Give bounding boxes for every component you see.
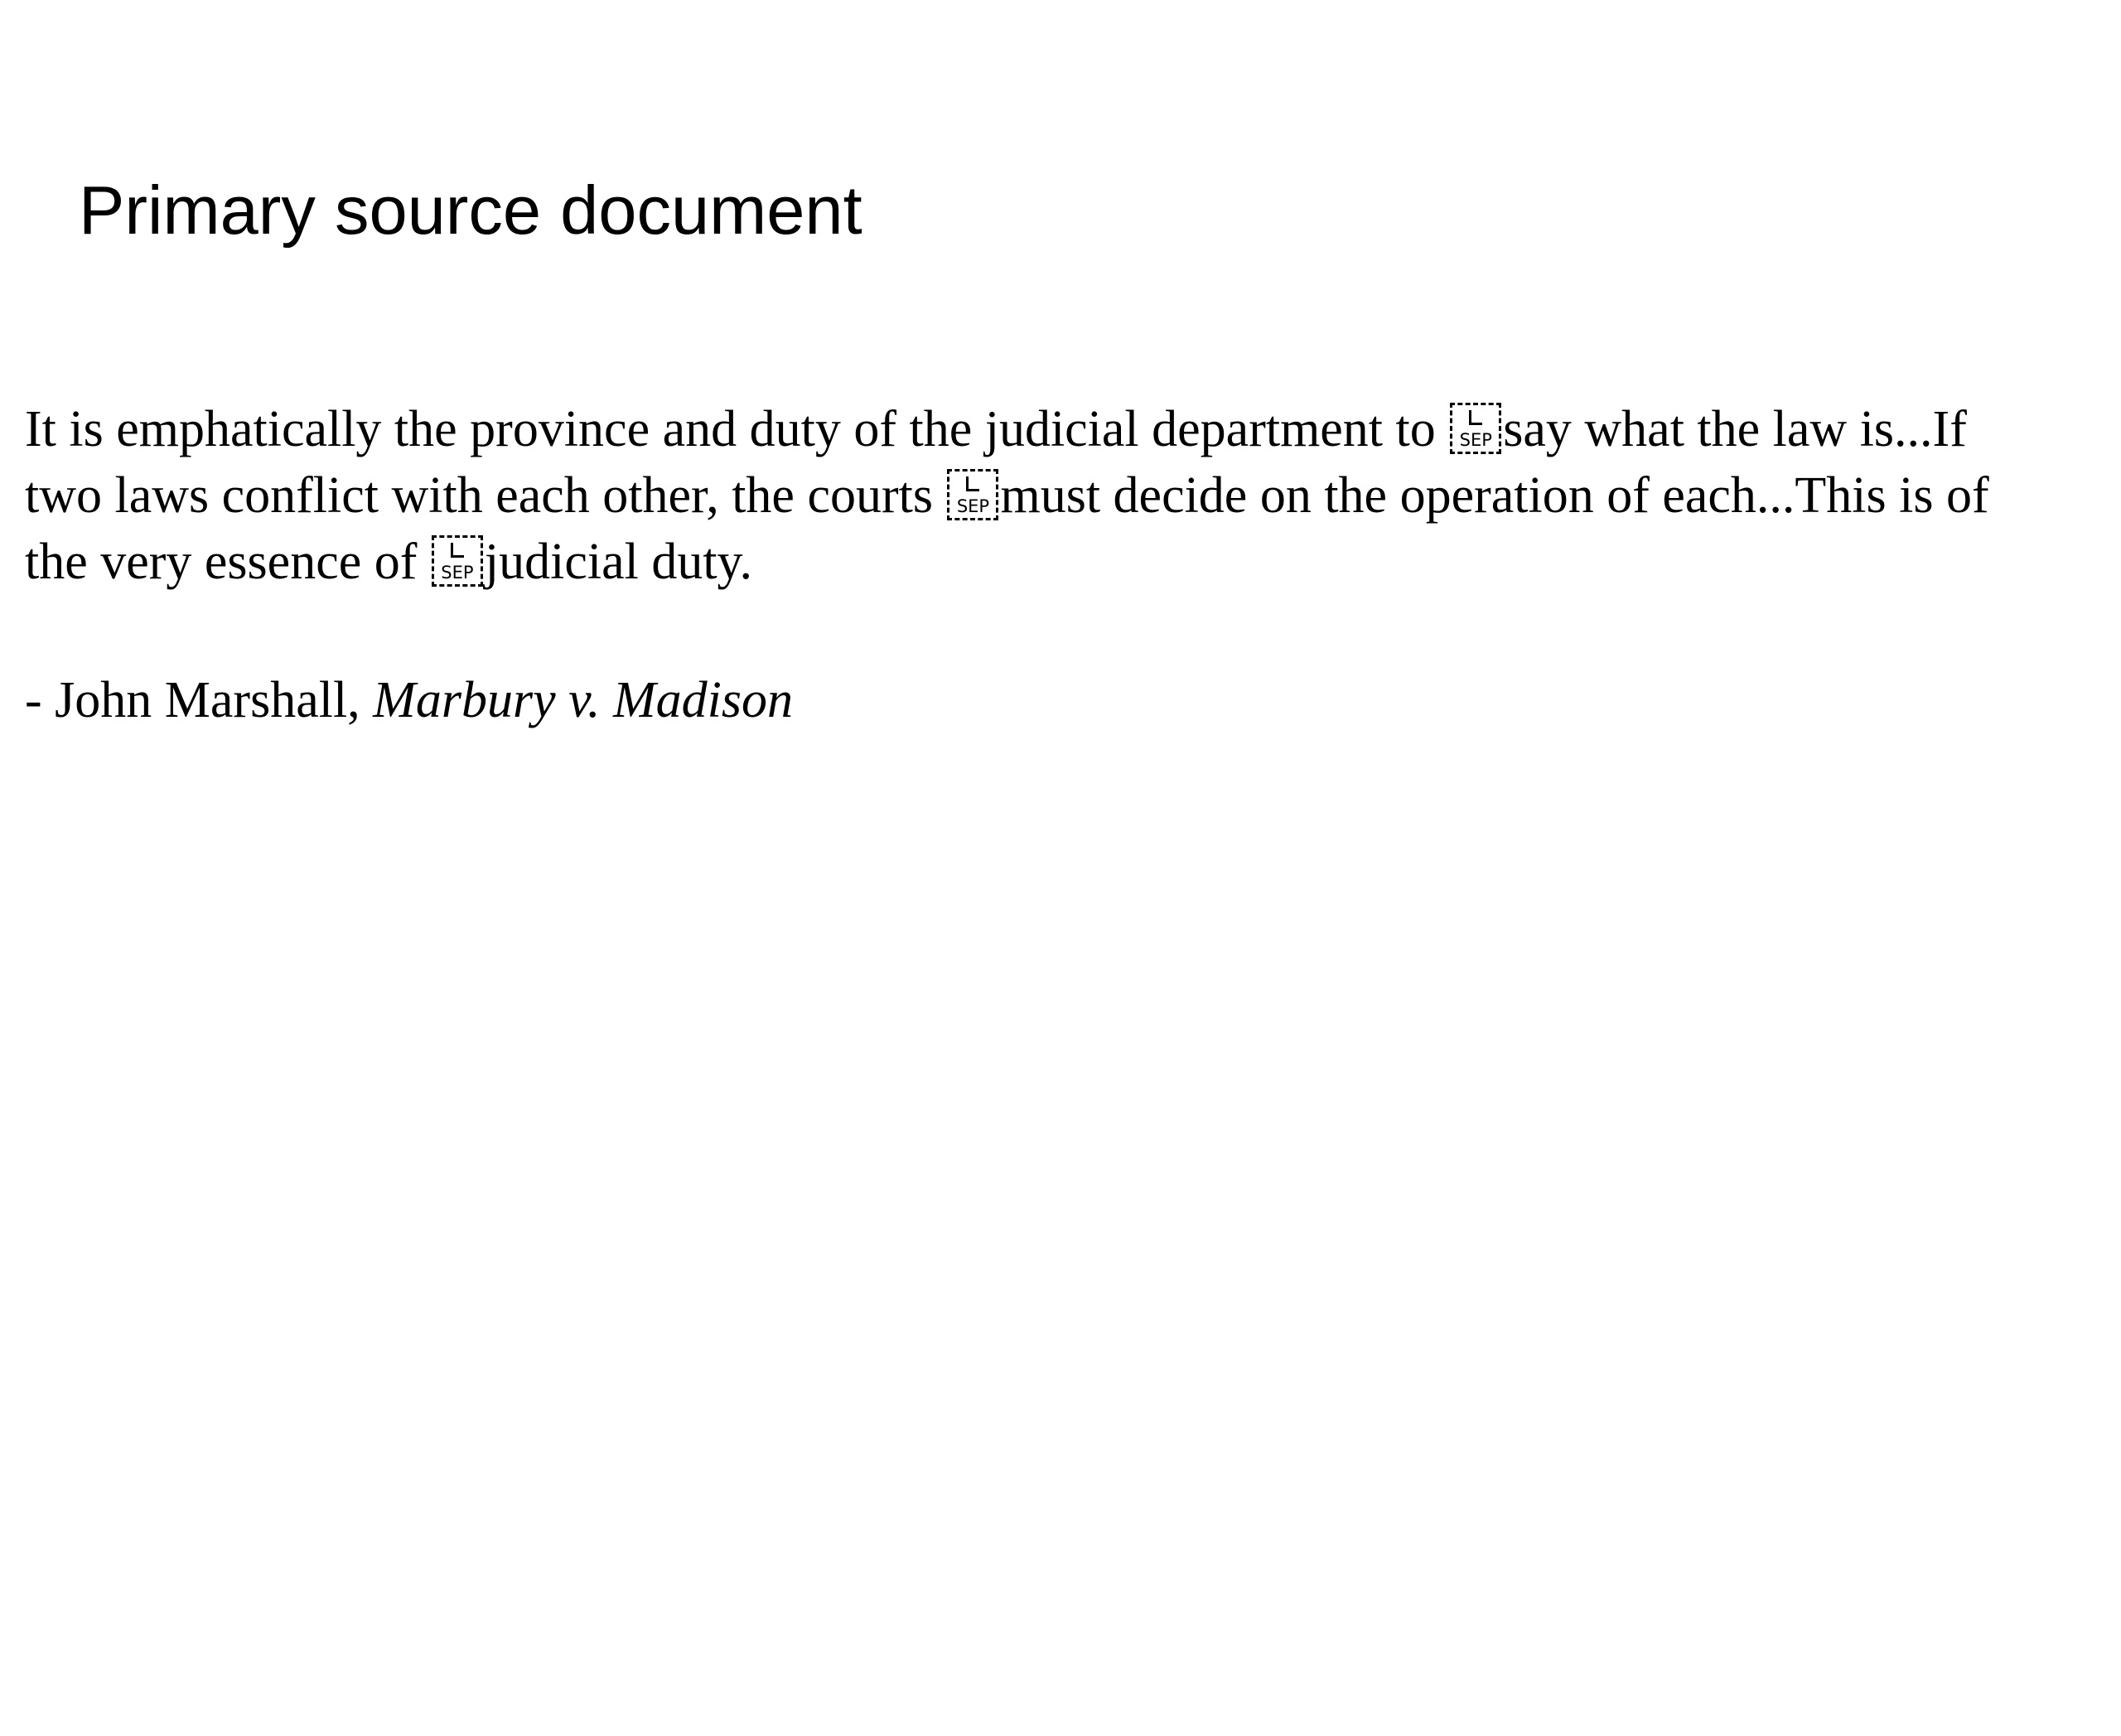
attribution-case-title: Marbury v. Madison	[373, 672, 794, 728]
separator-glyph-icon: SEP	[432, 535, 483, 587]
quote-line-2	[25, 462, 2121, 529]
separator-glyph-icon: SEP	[947, 469, 998, 520]
attribution-author: - John Marshall,	[25, 672, 374, 728]
quote-line-2-end: must decide on the operation of each...This is of	[1000, 467, 1989, 524]
quote-line-2-start: two laws conflict with each other, the courts	[25, 467, 946, 524]
quote-line-3	[25, 529, 2121, 595]
quote-line-1-start: It is emphatically the province and duty of the judicial department to	[25, 401, 1449, 457]
quote-line-3-start: the very essence of	[25, 534, 430, 590]
quote-attribution	[25, 667, 793, 733]
quote-line-1	[25, 396, 2121, 462]
separator-glyph-icon: SEP	[1450, 403, 1501, 454]
quote-line-3-end: judicial duty.	[484, 534, 753, 590]
document-heading: Primary source document	[79, 172, 862, 249]
quote-line-1-end: say what the law is...If	[1503, 401, 1967, 457]
quote-text	[25, 396, 2121, 595]
